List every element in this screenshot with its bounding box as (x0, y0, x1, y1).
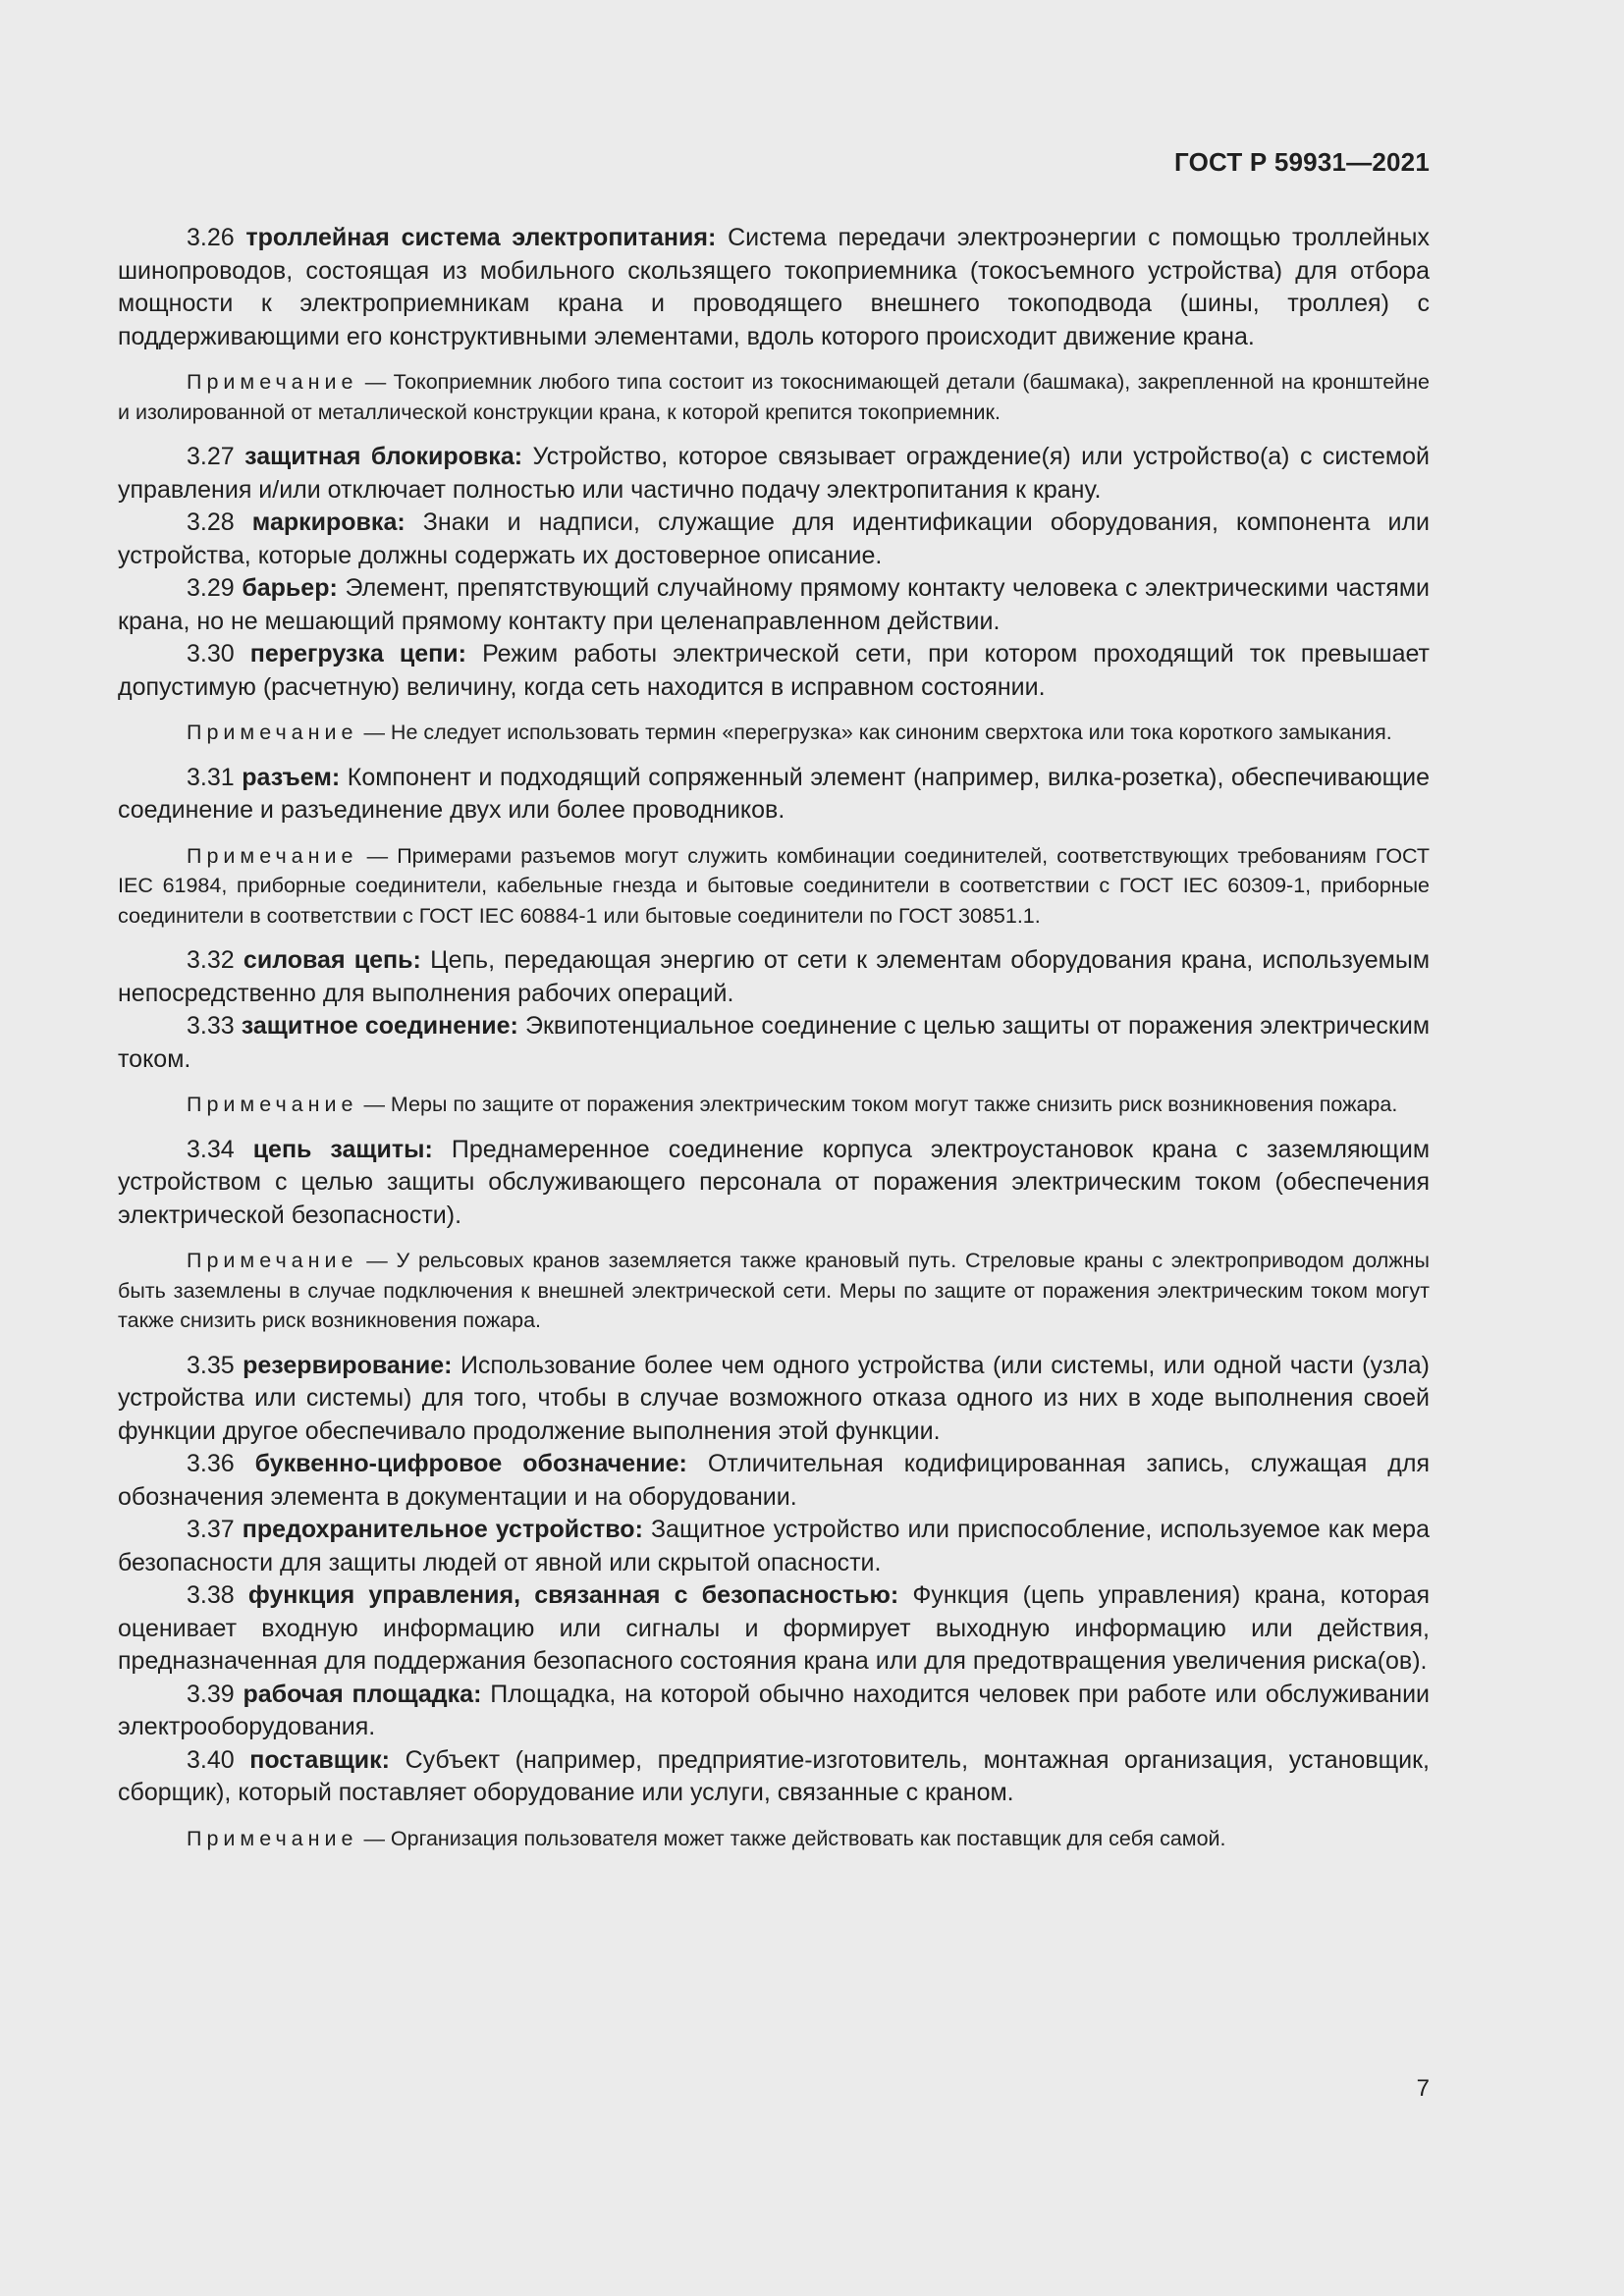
term-name: силовая цепь: (243, 946, 421, 974)
term-definition-3-34 (118, 1134, 1430, 1233)
term-definition-3-37 (118, 1514, 1430, 1579)
note-label: Примечание (187, 721, 358, 744)
term-definition-3-26 (118, 222, 1430, 353)
note-text: — Меры по защите от поражения электрическим током могут также снизить риск возникновения пожара. (363, 1093, 1398, 1116)
term-number: 3.37 (187, 1516, 235, 1543)
term-number: 3.38 (187, 1581, 235, 1609)
term-number: 3.27 (187, 443, 235, 470)
term-text: Защитное устройство или приспособление, используемое как мера безопасности для защиты людей от явной или скрытой опасности. (118, 1516, 1430, 1576)
note-label: Примечание (187, 1249, 358, 1272)
term-text: Устройство, которое связывает ограждение(я) или устройство(а) с системой управления и/или отключает полностью или частично подачу электропитания к крану. (118, 443, 1430, 504)
term-text: Режим работы электрической сети, при котором проходящий ток превышает допустимую (расчетную) величину, когда сеть находится в исправном состоянии. (118, 640, 1431, 701)
term-text: Элемент, препятствующий случайному прямому контакту человека с электрическими частями крана, но не мешающий прямому контакту при целенаправленном действии. (118, 574, 1431, 635)
term-definition-3-27 (118, 441, 1430, 507)
term-text: Система передачи электроэнергии с помощью троллейных шинопроводов, состоящая из мобильного скользящего токоприемника (токосъемного устройства) для отбора мощности к электроприемникам крана и проводящего внешнего токоподвода (шины, троллея) с поддерживающими его конструктивными элементами, вдоль которого происходит движение крана. (118, 224, 1431, 350)
note-label: Примечание (187, 370, 358, 394)
term-number: 3.36 (187, 1450, 235, 1477)
term-number: 3.28 (187, 508, 235, 536)
term-definition-3-30 (118, 638, 1430, 704)
term-name: маркировка: (251, 508, 406, 536)
note-text: — Примерами разъемов могут служить комбинации соединителей, соответствующих требованиям ГОСТ IEC 61984, приборные соединители, кабельные гнезда и бытовые соединители в соответствии с ГОСТ IEC 60309-1, приборные соединители в соответствии с ГОСТ IEC 60884-1 или бытовые соединители по ГОСТ 30851.1. (118, 843, 1430, 928)
term-name: защитная блокировка: (244, 443, 523, 470)
term-definition-3-39 (118, 1679, 1430, 1744)
term-number: 3.32 (187, 946, 235, 974)
term-definition-3-38 (118, 1579, 1430, 1679)
note-text: — У рельсовых кранов заземляется также крановый путь. Стреловые краны с электроприводом должны быть заземлены в случае подключения к внешней электрической сети. Меры по защите от поражения электрическим током могут также снизить риск возникновения пожара. (118, 1249, 1430, 1332)
term-number: 3.29 (187, 574, 235, 602)
term-definition-3-31 (118, 762, 1430, 828)
terms-section (118, 222, 1430, 1867)
note (118, 367, 1430, 427)
note (118, 1090, 1430, 1120)
term-name: функция управления, связанная с безопасностью: (247, 1581, 899, 1609)
term-definition-3-33 (118, 1010, 1430, 1076)
term-name: поставщик: (249, 1745, 390, 1774)
note-label: Примечание (187, 1093, 358, 1116)
note (118, 841, 1430, 932)
term-text: Отличительная кодифицированная запись, служащая для обозначения элемента в документации и на оборудовании. (118, 1450, 1431, 1511)
term-name: буквенно-цифровое обозначение: (254, 1450, 687, 1477)
note (118, 1246, 1430, 1336)
term-number: 3.33 (187, 1012, 235, 1040)
term-text: Эквипотенциальное соединение с целью защиты от поражения электрическим током. (118, 1012, 1431, 1073)
term-text: Компонент и подходящий сопряженный элемент (например, вилка-розетка), обеспечивающие соединение и разъединение двух или более проводников. (118, 763, 1431, 824)
term-text: Преднамеренное соединение корпуса электроустановок крана с заземляющим устройством с целью защиты обслуживающего персонала от поражения электрическим током (обеспечения электрической безопасности). (118, 1135, 1431, 1229)
term-name: рабочая площадка: (243, 1680, 482, 1708)
term-text: Площадка, на которой обычно находится человек при работе или обслуживании электрооборудования. (118, 1680, 1431, 1740)
note (118, 718, 1430, 748)
term-number: 3.31 (187, 763, 235, 791)
term-name: троллейная система электропитания: (245, 224, 717, 251)
term-number: 3.40 (187, 1745, 235, 1774)
term-name: защитное соединение: (241, 1012, 518, 1040)
term-text: Знаки и надписи, служащие для идентификации оборудования, компонента или устройства, которые должны содержать их достоверное описание. (118, 508, 1430, 569)
term-number: 3.26 (187, 224, 235, 251)
term-definition-3-29 (118, 572, 1430, 638)
note-text: — Организация пользователя может также действовать как поставщик для себя самой. (363, 1826, 1226, 1850)
standard-header: ГОСТ Р 59931—2021 (1174, 147, 1430, 177)
term-name: цепь защиты: (252, 1135, 433, 1163)
term-text: Цепь, передающая энергию от сети к элементам оборудования крана, используемым непосредственно для выполнения рабочих операций. (118, 946, 1431, 1007)
term-number: 3.34 (187, 1135, 235, 1163)
term-text: Субъект (например, предприятие-изготовитель, монтажная организация, установщик, сборщик), который поставляет оборудование или услуги, связанные с краном. (118, 1745, 1431, 1806)
note-text: — Не следует использовать термин «перегрузка» как синоним сверхтока или тока короткого замыкания. (363, 721, 1392, 744)
term-text: Использование более чем одного устройства (или системы, или одной части (узла) устройства или системы) для того, чтобы в случае возможного отказа одного из них в ходе выполнения своей функции другое обеспечивало продолжение выполнения этой функции. (118, 1351, 1430, 1445)
term-name: разъем: (242, 763, 341, 791)
term-name: перегрузка цепи: (249, 640, 466, 667)
term-definition-3-28 (118, 507, 1430, 572)
note-label: Примечание (187, 843, 358, 868)
term-text: Функция (цепь управления) крана, которая оценивает входную информацию или сигналы и формирует выходную информацию или действия, предназначенная для поддержания безопасного состояния крана или для предотвращения увеличения риска(ов). (118, 1581, 1431, 1675)
term-name: барьер: (242, 574, 338, 602)
term-definition-3-32 (118, 944, 1430, 1010)
term-definition-3-40 (118, 1744, 1430, 1810)
term-definition-3-35 (118, 1350, 1430, 1449)
note (118, 1824, 1430, 1854)
term-number: 3.35 (187, 1351, 235, 1379)
term-number: 3.30 (187, 640, 235, 667)
page-number: 7 (1416, 2075, 1430, 2102)
term-definition-3-36 (118, 1448, 1430, 1514)
term-number: 3.39 (187, 1680, 235, 1708)
note-text: — Токоприемник любого типа состоит из токоснимающей детали (башмака), закрепленной на кронштейне и изолированной от металлической конструкции крана, к которой крепится токоприемник. (118, 370, 1430, 424)
term-name: предохранительное устройство: (242, 1516, 643, 1543)
term-name: резервирование: (243, 1351, 453, 1379)
note-label: Примечание (187, 1826, 358, 1850)
